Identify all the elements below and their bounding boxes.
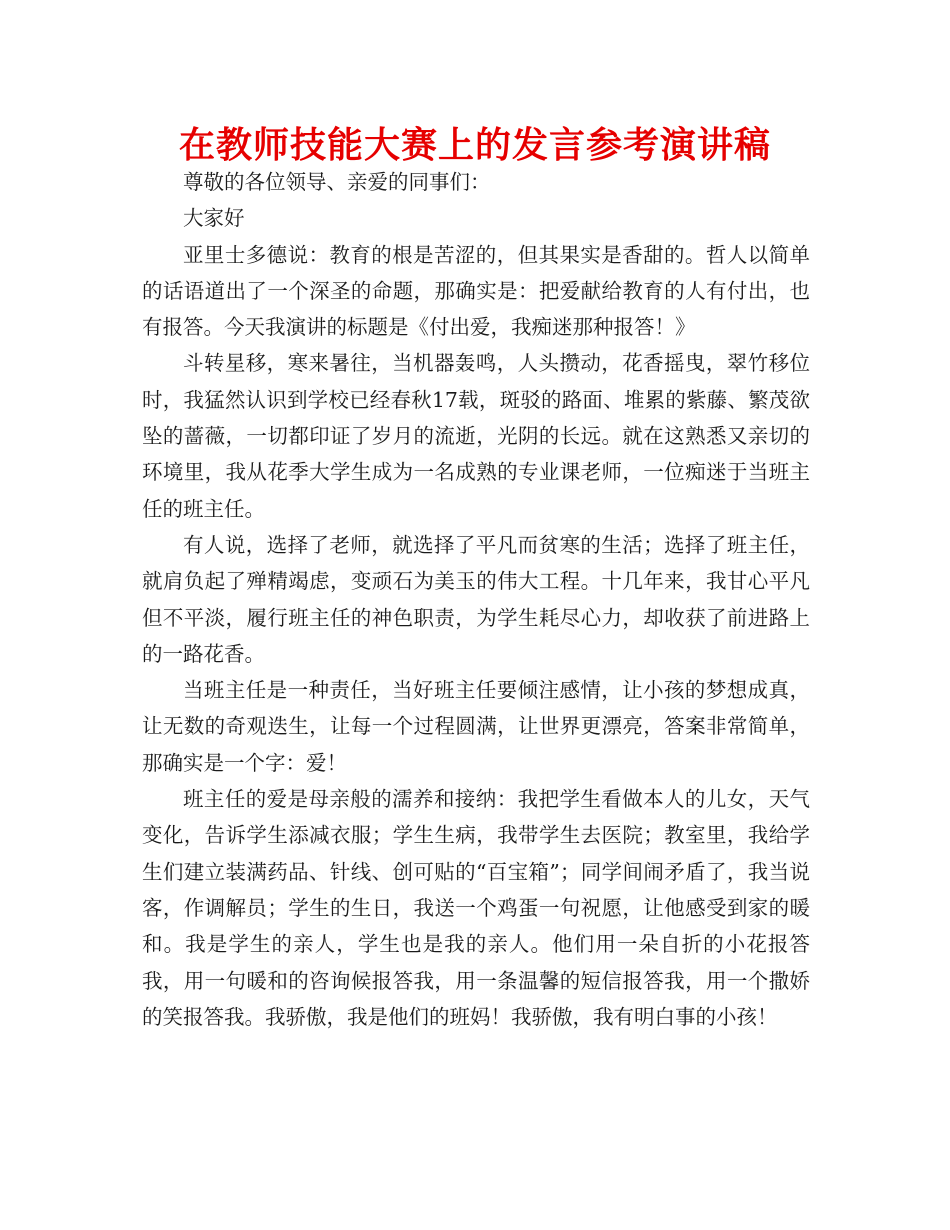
document-body [142,164,810,1035]
paragraph: 班主任的爱是母亲般的濡养和接纳：我把学生看做本人的儿女，天气变化，告诉学生添减衣服；学生生病，我带学生去医院；教室里，我给学生们建立装满药品、针线、创可贴的“百宝箱”；同学间闹矛盾了，我当说客，作调解员；学生的生日，我送一个鸡蛋一句祝愿，让他感受到家的暖和。我是学生的亲人，学生也是我的亲人。他们用一朵自折的小花报答我，用一句暖和的咨询候报答我，用一条温馨的短信报答我，用一个撒娇的笑报答我。我骄傲，我是他们的班妈！我骄傲，我有明白事的小孩！ [142,787,810,1029]
greeting: 大家好 [183,206,245,231]
paragraph: 斗转星移，寒来暑往，当机器轰鸣，人头攒动，花香摇曳，翠竹移位时，我猛然认识到学校已经春秋17载，斑驳的路面、堆累的紫藤、繁茂欲坠的蔷薇，一切都印证了岁月的流逝，光阴的长远。就在这熟悉又亲切的环境里，我从花季大学生成为一名成熟的专业课老师，一位痴迷于当班主任的班主任。 [142,351,810,521]
document-title: 在教师技能大赛上的发言参考演讲稿 [178,125,771,166]
paragraph: 当班主任是一种责任，当好班主任要倾注感情，让小孩的梦想成真，让无数的奇观迭生，让每一个过程圆满，让世界更漂亮，答案非常简单，那确实是一个字：爱！ [142,678,810,775]
paragraph: 亚里士多德说：教育的根是苦涩的，但其果实是香甜的。哲人以简单的话语道出了一个深圣的命题，那确实是：把爱献给教育的人有付出，也有报答。今天我演讲的标题是《付出爱，我痴迷那种报答！》 [142,242,810,340]
paragraph: 有人说，选择了老师，就选择了平凡而贫寒的生活；选择了班主任，就肩负起了殚精竭虑，变顽石为美玉的伟大工程。十几年来，我甘心平凡但不平淡，履行班主任的神色职责，为学生耗尽心力，却收获了前进路上的一路花香。 [142,532,810,666]
salutation: 尊敬的各位领导、亲爱的同事们： [183,170,491,194]
